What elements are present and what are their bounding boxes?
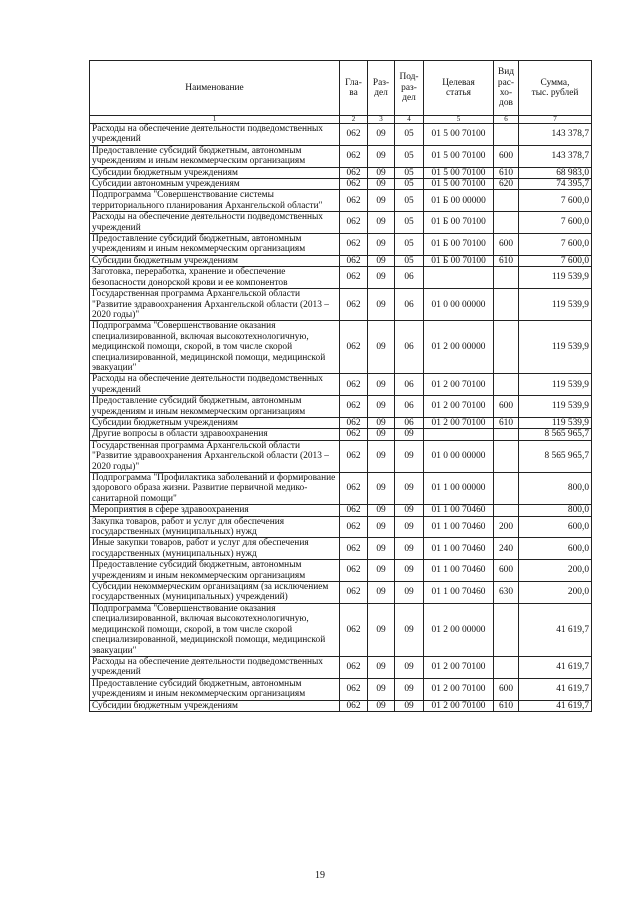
cell-article: 01 Б 00 00000 (424, 190, 494, 212)
cell-vid (494, 505, 519, 516)
column-number: 3 (368, 116, 395, 124)
cell-vid: 610 (494, 255, 519, 266)
cell-podrazdel: 09 (395, 603, 424, 656)
cell-podrazdel: 05 (395, 255, 424, 266)
cell-podrazdel: 06 (395, 267, 424, 289)
cell-name: Предоставление субсидий бюджетным, автономным учреждениям и иным некоммерческим организациям (90, 396, 340, 418)
cell-razdel: 09 (368, 124, 395, 146)
cell-name: Субсидии автономным учреждениям (90, 179, 340, 190)
cell-podrazdel: 05 (395, 212, 424, 234)
table-row (90, 603, 592, 656)
cell-name: Расходы на обеспечение деятельности подведомственных учреждений (90, 124, 340, 146)
cell-glava: 062 (340, 417, 368, 428)
cell-name: Закупка товаров, работ и услуг для обеспечения государственных (муниципальных) нужд (90, 516, 340, 538)
cell-sum: 143 378,7 (519, 124, 592, 146)
cell-article: 01 Б 00 70100 (424, 212, 494, 234)
cell-sum: 800,0 (519, 505, 592, 516)
cell-article (424, 267, 494, 289)
cell-article: 01 1 00 00000 (424, 473, 494, 505)
cell-sum: 600,0 (519, 538, 592, 560)
table-row (90, 321, 592, 374)
cell-sum: 200,0 (519, 582, 592, 604)
cell-glava: 062 (340, 603, 368, 656)
cell-name: Заготовка, переработка, хранение и обеспечение безопасности донорской крови и ее компонентов (90, 267, 340, 289)
table-row (90, 505, 592, 516)
cell-razdel: 09 (368, 656, 395, 678)
cell-razdel: 09 (368, 234, 395, 256)
cell-vid: 600 (494, 234, 519, 256)
cell-name: Государственная программа Архангельской области "Развитие здравоохранения Архангельской области (2013 – 2020 годы)" (90, 440, 340, 472)
cell-podrazdel: 09 (395, 656, 424, 678)
budget-table (89, 60, 592, 712)
column-number: 4 (395, 116, 424, 124)
cell-glava: 062 (340, 516, 368, 538)
cell-article: 01 2 00 70100 (424, 678, 494, 700)
cell-vid (494, 656, 519, 678)
cell-razdel: 09 (368, 267, 395, 289)
cell-vid (494, 124, 519, 146)
table-row (90, 700, 592, 711)
header-row (90, 61, 592, 116)
cell-name: Предоставление субсидий бюджетным, автономным учреждениям и иным некоммерческим организациям (90, 560, 340, 582)
cell-glava: 062 (340, 190, 368, 212)
cell-vid (494, 267, 519, 289)
cell-glava: 062 (340, 255, 368, 266)
cell-article: 01 Б 00 70100 (424, 234, 494, 256)
cell-sum: 600,0 (519, 516, 592, 538)
cell-sum: 119 539,9 (519, 267, 592, 289)
cell-podrazdel: 09 (395, 429, 424, 440)
cell-article: 01 5 00 70100 (424, 124, 494, 146)
cell-vid (494, 440, 519, 472)
cell-sum: 41 619,7 (519, 678, 592, 700)
cell-article: 01 1 00 70460 (424, 582, 494, 604)
header-name: Наименование (90, 61, 340, 116)
cell-article: 01 1 00 70460 (424, 538, 494, 560)
cell-glava: 062 (340, 321, 368, 374)
cell-sum: 74 395,7 (519, 179, 592, 190)
cell-article: 01 2 00 70100 (424, 656, 494, 678)
table-row (90, 396, 592, 418)
cell-sum: 68 983,0 (519, 167, 592, 178)
cell-sum: 119 539,9 (519, 321, 592, 374)
cell-sum: 800,0 (519, 473, 592, 505)
cell-razdel: 09 (368, 255, 395, 266)
cell-razdel: 09 (368, 473, 395, 505)
cell-name: Предоставление субсидий бюджетным, автономным учреждениям и иным некоммерческим организациям (90, 145, 340, 167)
cell-article (424, 429, 494, 440)
cell-vid: 600 (494, 678, 519, 700)
cell-glava: 062 (340, 179, 368, 190)
cell-glava: 062 (340, 582, 368, 604)
cell-vid (494, 190, 519, 212)
table-row (90, 656, 592, 678)
cell-name: Подпрограмма "Совершенствование оказания специализированной, включая высокотехнологичную, медицинской помощи, скорой, в том числе скорой специализированной, медицинской помощи, медицинской эвакуации" (90, 321, 340, 374)
cell-article: 01 2 00 70100 (424, 700, 494, 711)
cell-name: Субсидии некоммерческим организациям (за исключением государственных (муниципальных) учреждений) (90, 582, 340, 604)
cell-name: Расходы на обеспечение деятельности подведомственных учреждений (90, 212, 340, 234)
cell-name: Мероприятия в сфере здравоохранения (90, 505, 340, 516)
cell-vid (494, 289, 519, 321)
cell-name: Подпрограмма "Совершенствование оказания специализированной, включая высокотехнологичную, медицинской помощи, скорой, в том числе скорой специализированной, медицинской помощи, медицинской эвакуации" (90, 603, 340, 656)
cell-name: Предоставление субсидий бюджетным, автономным учреждениям и иным некоммерческим организациям (90, 234, 340, 256)
table-row (90, 145, 592, 167)
cell-razdel: 09 (368, 538, 395, 560)
cell-vid: 600 (494, 560, 519, 582)
cell-glava: 062 (340, 374, 368, 396)
cell-podrazdel: 09 (395, 473, 424, 505)
column-number: 5 (424, 116, 494, 124)
cell-sum: 7 600,0 (519, 212, 592, 234)
table-row (90, 582, 592, 604)
column-number-row (90, 116, 592, 124)
cell-name: Субсидии бюджетным учреждениям (90, 700, 340, 711)
cell-article: 01 2 00 70100 (424, 396, 494, 418)
cell-podrazdel: 06 (395, 289, 424, 321)
cell-vid (494, 321, 519, 374)
cell-article: 01 5 00 70100 (424, 179, 494, 190)
cell-article: 01 1 00 70460 (424, 560, 494, 582)
table-row (90, 124, 592, 146)
cell-razdel: 09 (368, 516, 395, 538)
table-row (90, 473, 592, 505)
cell-article: 01 2 00 70100 (424, 374, 494, 396)
cell-podrazdel: 05 (395, 234, 424, 256)
cell-podrazdel: 09 (395, 538, 424, 560)
table-row (90, 190, 592, 212)
cell-vid (494, 212, 519, 234)
cell-name: Подпрограмма "Профилактика заболеваний и формирование здорового образа жизни. Развитие первичной медико-санитарной помощи" (90, 473, 340, 505)
cell-podrazdel: 09 (395, 516, 424, 538)
table-row (90, 289, 592, 321)
cell-article: 01 2 00 00000 (424, 603, 494, 656)
table-row (90, 417, 592, 428)
table-row (90, 167, 592, 178)
cell-podrazdel: 05 (395, 179, 424, 190)
cell-razdel: 09 (368, 179, 395, 190)
cell-vid: 600 (494, 145, 519, 167)
cell-razdel: 09 (368, 678, 395, 700)
cell-sum: 119 539,9 (519, 417, 592, 428)
cell-vid: 240 (494, 538, 519, 560)
cell-vid: 620 (494, 179, 519, 190)
cell-razdel: 09 (368, 417, 395, 428)
cell-vid (494, 429, 519, 440)
table-row (90, 538, 592, 560)
cell-razdel: 09 (368, 582, 395, 604)
cell-vid: 610 (494, 167, 519, 178)
cell-sum: 119 539,9 (519, 289, 592, 321)
cell-podrazdel: 09 (395, 582, 424, 604)
cell-glava: 062 (340, 473, 368, 505)
cell-article: 01 1 00 70460 (424, 516, 494, 538)
cell-glava: 062 (340, 560, 368, 582)
cell-article: 01 0 00 00000 (424, 289, 494, 321)
cell-sum: 41 619,7 (519, 656, 592, 678)
cell-razdel: 09 (368, 560, 395, 582)
cell-name: Расходы на обеспечение деятельности подведомственных учреждений (90, 374, 340, 396)
cell-glava: 062 (340, 234, 368, 256)
cell-podrazdel: 09 (395, 505, 424, 516)
cell-glava: 062 (340, 538, 368, 560)
cell-sum: 7 600,0 (519, 255, 592, 266)
cell-glava: 062 (340, 124, 368, 146)
cell-sum: 41 619,7 (519, 700, 592, 711)
table-row (90, 234, 592, 256)
cell-podrazdel: 06 (395, 374, 424, 396)
header-sum: Сумма, тыс. рублей (519, 61, 592, 116)
cell-vid: 610 (494, 700, 519, 711)
table-row (90, 516, 592, 538)
cell-name: Иные закупки товаров, работ и услуг для обеспечения государственных (муниципальных) нужд (90, 538, 340, 560)
table-row (90, 678, 592, 700)
header-article: Целевая статья (424, 61, 494, 116)
header-vid: Вид рас- хо- дов (494, 61, 519, 116)
cell-glava: 062 (340, 656, 368, 678)
cell-name: Субсидии бюджетным учреждениям (90, 417, 340, 428)
cell-razdel: 09 (368, 505, 395, 516)
cell-podrazdel: 05 (395, 190, 424, 212)
cell-vid: 200 (494, 516, 519, 538)
cell-glava: 062 (340, 289, 368, 321)
cell-glava: 062 (340, 167, 368, 178)
cell-sum: 8 565 965,7 (519, 429, 592, 440)
cell-name: Предоставление субсидий бюджетным, автономным учреждениям и иным некоммерческим организациям (90, 678, 340, 700)
column-number: 7 (519, 116, 592, 124)
cell-vid (494, 473, 519, 505)
table-row (90, 374, 592, 396)
table-row (90, 560, 592, 582)
cell-vid (494, 603, 519, 656)
cell-razdel: 09 (368, 167, 395, 178)
cell-razdel: 09 (368, 374, 395, 396)
cell-podrazdel: 06 (395, 396, 424, 418)
cell-glava: 062 (340, 145, 368, 167)
cell-sum: 143 378,7 (519, 145, 592, 167)
cell-razdel: 09 (368, 429, 395, 440)
cell-razdel: 09 (368, 289, 395, 321)
cell-article: 01 Б 00 70100 (424, 255, 494, 266)
cell-name: Государственная программа Архангельской области "Развитие здравоохранения Архангельской области (2013 – 2020 годы)" (90, 289, 340, 321)
cell-vid: 600 (494, 396, 519, 418)
cell-vid: 610 (494, 417, 519, 428)
cell-sum: 119 539,9 (519, 374, 592, 396)
cell-glava: 062 (340, 396, 368, 418)
cell-glava: 062 (340, 700, 368, 711)
cell-podrazdel: 05 (395, 124, 424, 146)
cell-podrazdel: 05 (395, 167, 424, 178)
column-number: 1 (90, 116, 340, 124)
cell-glava: 062 (340, 267, 368, 289)
cell-article: 01 5 00 70100 (424, 145, 494, 167)
cell-razdel: 09 (368, 603, 395, 656)
cell-razdel: 09 (368, 700, 395, 711)
cell-razdel: 09 (368, 145, 395, 167)
cell-name: Субсидии бюджетным учреждениям (90, 255, 340, 266)
cell-article: 01 5 00 70100 (424, 167, 494, 178)
page-number: 19 (315, 870, 325, 881)
table-row (90, 440, 592, 472)
cell-vid: 630 (494, 582, 519, 604)
cell-podrazdel: 09 (395, 440, 424, 472)
table-row (90, 429, 592, 440)
header-razdel: Раз- дел (368, 61, 395, 116)
cell-article: 01 2 00 70100 (424, 417, 494, 428)
cell-podrazdel: 09 (395, 678, 424, 700)
cell-glava: 062 (340, 212, 368, 234)
cell-glava: 062 (340, 505, 368, 516)
cell-sum: 8 565 965,7 (519, 440, 592, 472)
table-row (90, 255, 592, 266)
cell-article: 01 1 00 70460 (424, 505, 494, 516)
table-row (90, 179, 592, 190)
cell-glava: 062 (340, 429, 368, 440)
cell-glava: 062 (340, 678, 368, 700)
header-glava: Гла- ва (340, 61, 368, 116)
table-row (90, 212, 592, 234)
cell-razdel: 09 (368, 321, 395, 374)
cell-podrazdel: 06 (395, 417, 424, 428)
cell-name: Другие вопросы в области здравоохранения (90, 429, 340, 440)
cell-razdel: 09 (368, 440, 395, 472)
cell-sum: 7 600,0 (519, 234, 592, 256)
table-body (90, 124, 592, 712)
column-number: 6 (494, 116, 519, 124)
cell-vid (494, 374, 519, 396)
cell-name: Подпрограмма "Совершенствование системы территориального планирования Архангельской области" (90, 190, 340, 212)
table-row (90, 267, 592, 289)
cell-razdel: 09 (368, 212, 395, 234)
cell-razdel: 09 (368, 190, 395, 212)
cell-sum: 119 539,9 (519, 396, 592, 418)
cell-article: 01 2 00 00000 (424, 321, 494, 374)
cell-glava: 062 (340, 440, 368, 472)
cell-podrazdel: 09 (395, 560, 424, 582)
cell-name: Расходы на обеспечение деятельности подведомственных учреждений (90, 656, 340, 678)
header-podrazdel: Под- раз- дел (395, 61, 424, 116)
cell-name: Субсидии бюджетным учреждениям (90, 167, 340, 178)
cell-podrazdel: 05 (395, 145, 424, 167)
cell-sum: 7 600,0 (519, 190, 592, 212)
cell-razdel: 09 (368, 396, 395, 418)
cell-podrazdel: 06 (395, 321, 424, 374)
cell-article: 01 0 00 00000 (424, 440, 494, 472)
cell-sum: 41 619,7 (519, 603, 592, 656)
column-number: 2 (340, 116, 368, 124)
cell-podrazdel: 09 (395, 700, 424, 711)
cell-sum: 200,0 (519, 560, 592, 582)
